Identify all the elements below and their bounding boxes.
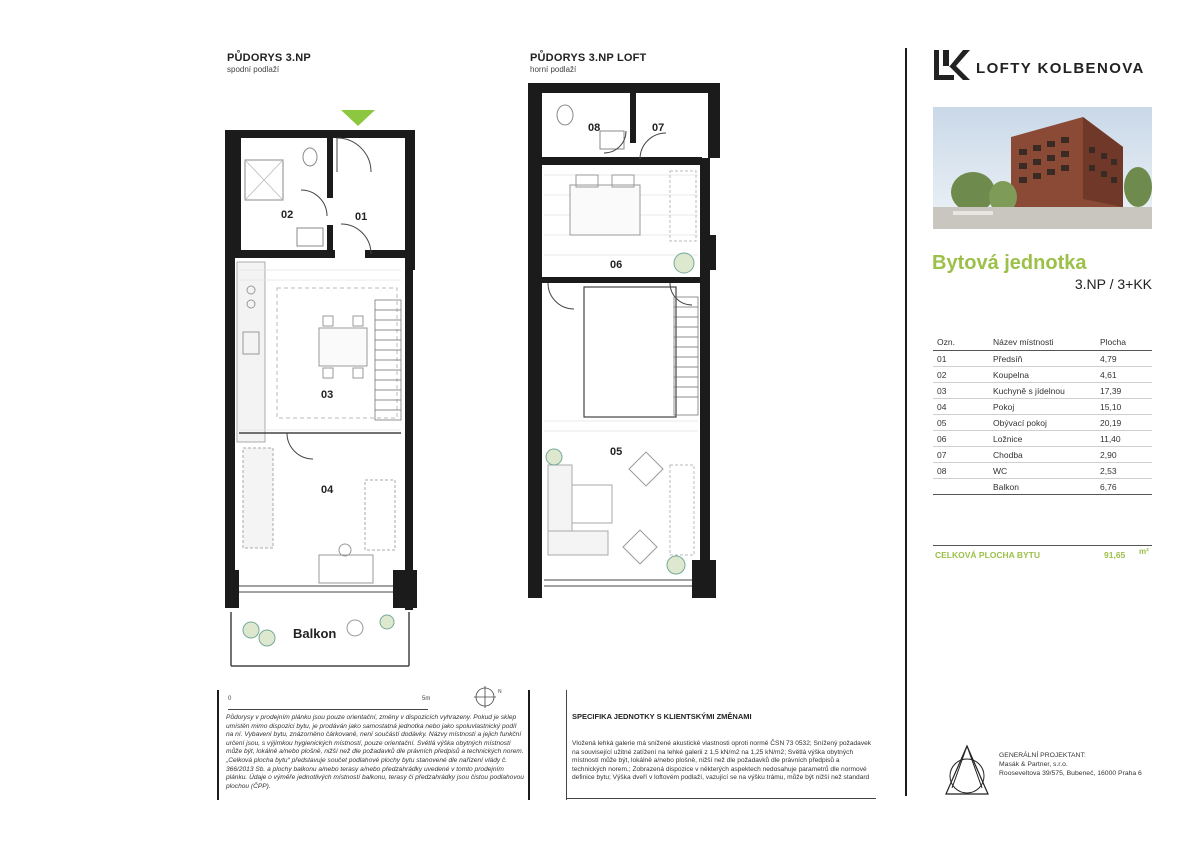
room-label-04: 04: [321, 484, 334, 496]
row-area: 2,53: [1098, 463, 1152, 479]
row-code: 01: [933, 351, 991, 367]
total-area-label: CELKOVÁ PLOCHA BYTU: [935, 550, 1040, 560]
row-code: 03: [933, 383, 991, 399]
row-code: 02: [933, 367, 991, 383]
row-name: Předsíň: [991, 351, 1098, 367]
row-code: 08: [933, 463, 991, 479]
total-area-value: 91,65: [1104, 550, 1126, 560]
room-label-02: 02: [281, 209, 294, 221]
total-area-unit: m²: [1139, 547, 1149, 556]
plan-right-subtitle: horní podlaží: [530, 65, 577, 74]
row-code: 05: [933, 415, 991, 431]
row-area: 11,40: [1098, 431, 1152, 447]
unit-title: Bytová jednotka: [932, 252, 1087, 274]
compass-north: N: [498, 689, 502, 695]
compass-icon: [474, 685, 504, 709]
row-code: 07: [933, 447, 991, 463]
projektant-address: Rooseveltova 39/575, Bubeneč, 16000 Praha 6: [999, 770, 1142, 777]
row-name: Chodba: [991, 447, 1098, 463]
floor-plan-upper: [520, 75, 730, 610]
table-row: [933, 447, 1152, 463]
projektant-name: Masák & Partner, s.r.o.: [999, 761, 1068, 768]
row-name: Kuchyně s jídelnou: [991, 383, 1098, 399]
row-area: 2,90: [1098, 447, 1152, 463]
floor-plan-lower: [215, 100, 435, 675]
row-name: Koupelna: [991, 367, 1098, 383]
row-code: 06: [933, 431, 991, 447]
plan-left-title: PŮDORYS 3.NP: [227, 52, 311, 64]
table-row: [933, 463, 1152, 479]
brand-name: LOFTY KOLBENOVA: [976, 60, 1145, 77]
room-label-01: 01: [355, 211, 368, 223]
scale-max: 5m: [422, 696, 431, 702]
row-area: 15,10: [1098, 399, 1152, 415]
room-label-07: 07: [652, 122, 665, 134]
spec-text: Vložená lehká galerie má snížené akustické vlastnosti oproti normě ČSN 73 0532; Snížený požadavek na související užitné zatížení na lehké galerii z 1,5 kN/m2 na 1,25 kN/m2; Světlá výška obytných místností může být, lokálně a/nebo plošně, nižší než dle požadavků dle právních předpisů a technických norem.; Zobrazená dispozice v některých aspektech nedosahuje parametrů dle normové definice bytu; Výška dveří v loftovém podlaží, vazující se na výšku trámu, může být nižší než standard: [572, 740, 872, 782]
row-name: Ložnice: [991, 431, 1098, 447]
row-area: 17,39: [1098, 383, 1152, 399]
table-row: [933, 431, 1152, 447]
unit-subtitle: 3.NP / 3+KK: [1074, 276, 1152, 292]
table-row: [933, 383, 1152, 399]
brand-logo-icon: [933, 49, 971, 81]
table-row: [933, 399, 1152, 415]
scale-bar: [228, 703, 428, 710]
row-name: Pokoj: [991, 399, 1098, 415]
row-code: [933, 479, 991, 495]
projektant-logo-icon: [944, 744, 990, 796]
row-name: WC: [991, 463, 1098, 479]
room-area-table: [933, 334, 1152, 495]
table-row: [933, 479, 1152, 495]
row-area: 4,61: [1098, 367, 1152, 383]
plan-right-title: PŮDORYS 3.NP LOFT: [530, 52, 647, 64]
table-row: [933, 367, 1152, 383]
row-area: 6,76: [1098, 479, 1152, 495]
row-area: 20,19: [1098, 415, 1152, 431]
plan-left-subtitle: spodní podlaží: [227, 65, 280, 74]
projektant-label: GENERÁLNÍ PROJEKTANT:: [999, 752, 1086, 759]
row-area: 4,79: [1098, 351, 1152, 367]
row-code: 04: [933, 399, 991, 415]
row-name: Balkon: [991, 479, 1098, 495]
col-header-name: Název místnosti: [991, 334, 1098, 351]
balkon-label: Balkon: [293, 626, 337, 641]
building-photo: [933, 107, 1152, 229]
scale-zero: 0: [228, 696, 232, 702]
entrance-arrow-icon: [341, 110, 375, 126]
table-row: [933, 415, 1152, 431]
col-header-code: Ozn.: [933, 334, 991, 351]
table-header-row: [933, 334, 1152, 351]
room-label-03: 03: [321, 389, 334, 401]
room-label-05: 05: [610, 446, 623, 458]
spec-title: SPECIFIKA JEDNOTKY S KLIENTSKÝMI ZMĚNAMI: [572, 712, 752, 721]
room-label-06: 06: [610, 259, 623, 271]
row-name: Obývací pokoj: [991, 415, 1098, 431]
plan-notes: Půdorysy v prodejním plánku jsou pouze orientační, změny v dispozicích vyhrazeny. Pokud je sklep umístěn mimo dispozici bytu, je prodáván jako samostatná jednotka nebo jako spoluvlastnický podíl na ní. Vybavení bytu, znázorněno čárkovaně, není součástí dodávky. Názvy místností a jejich funkční určení jsou, s výjimkou hygienických místností, pouze orientační. Světlá výška obytných místností může být, lokálně a/nebo plošně, nižší než dle požadavků dle právních předpisů a technických norem. „Celková plocha bytu“ představuje součet podlahové plochy bytu stanovené dle nařízení vlády č. 366/2013 Sb. a plochy balkonu a/nebo terasy a/nebo předzahrádky uvedené v tomto prodejním plánku. Údaje o výměře jednotlivých místností balkonu, terasy či předzahrádky jsou čistou podlahovou plochou (ČPP).: [226, 714, 524, 790]
table-row: [933, 351, 1152, 367]
room-label-08: 08: [588, 122, 601, 134]
col-header-area: Plocha: [1098, 334, 1152, 351]
panel-divider: [905, 48, 907, 796]
